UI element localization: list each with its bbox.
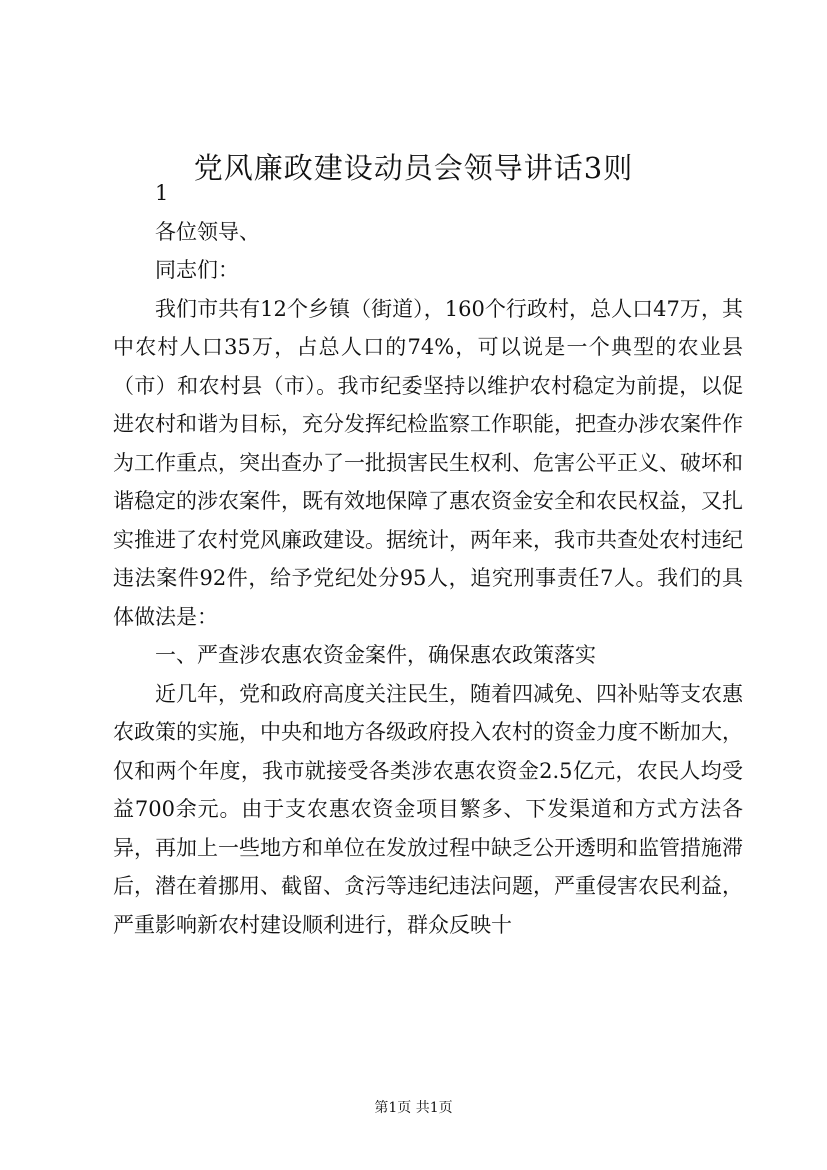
section-heading: 一、严查涉农惠农资金案件，确保惠农政策落实	[155, 643, 596, 667]
paragraph-intro: 我们市共有12个乡镇（街道），160个行政村，总人口47万，其中农村人口35万，占总人口的74%，可以说是一个典型的农业县（市）和农村县（市）。我市纪委坚持以维护农村稳定为前提，以促进农村和谐为目标，充分发挥纪检监察工作职能，把查办涉农案件作为工作重点，突出查办了一批损害民生权利、危害公平正义、破坏和谐稳定的涉农案件，既有效地保障了惠农资金安全和农民权益，又扎实推进了农村党风廉政建设。据统计，两年来，我市共查处农村违纪违法案件92件，给予党纪处分95人，追究刑事责任7人。我们的具体做法是：	[113, 296, 743, 629]
paragraph-index: 1	[155, 181, 169, 205]
paragraph-salutation-comrades: 同志们：	[155, 258, 239, 282]
paragraph-section-one: 近几年，党和政府高度关注民生，随着四减免、四补贴等支农惠农政策的实施，中央和地方各级政府投入农村的资金力度不断加大，仅和两个年度，我市就接受各类涉农惠农资金2.5亿元，农民人均受益700余元。由于支农惠农资金项目繁多、下发渠道和方式方法各异，再加上一些地方和单位在发放过程中缺乏公开透明和监管措施滞后，潜在着挪用、截留、贪污等违纪违法问题，严重侵害农民利益，严重影响新农村建设顺利进行，群众反映十	[113, 681, 743, 937]
paragraph-salutation: 各位领导、	[155, 219, 260, 244]
page-number-footer: 第1页 共1页	[374, 1100, 453, 1116]
document-title: 党风廉政建设动员会领导讲话3则	[193, 151, 634, 185]
document-body	[113, 174, 743, 944]
